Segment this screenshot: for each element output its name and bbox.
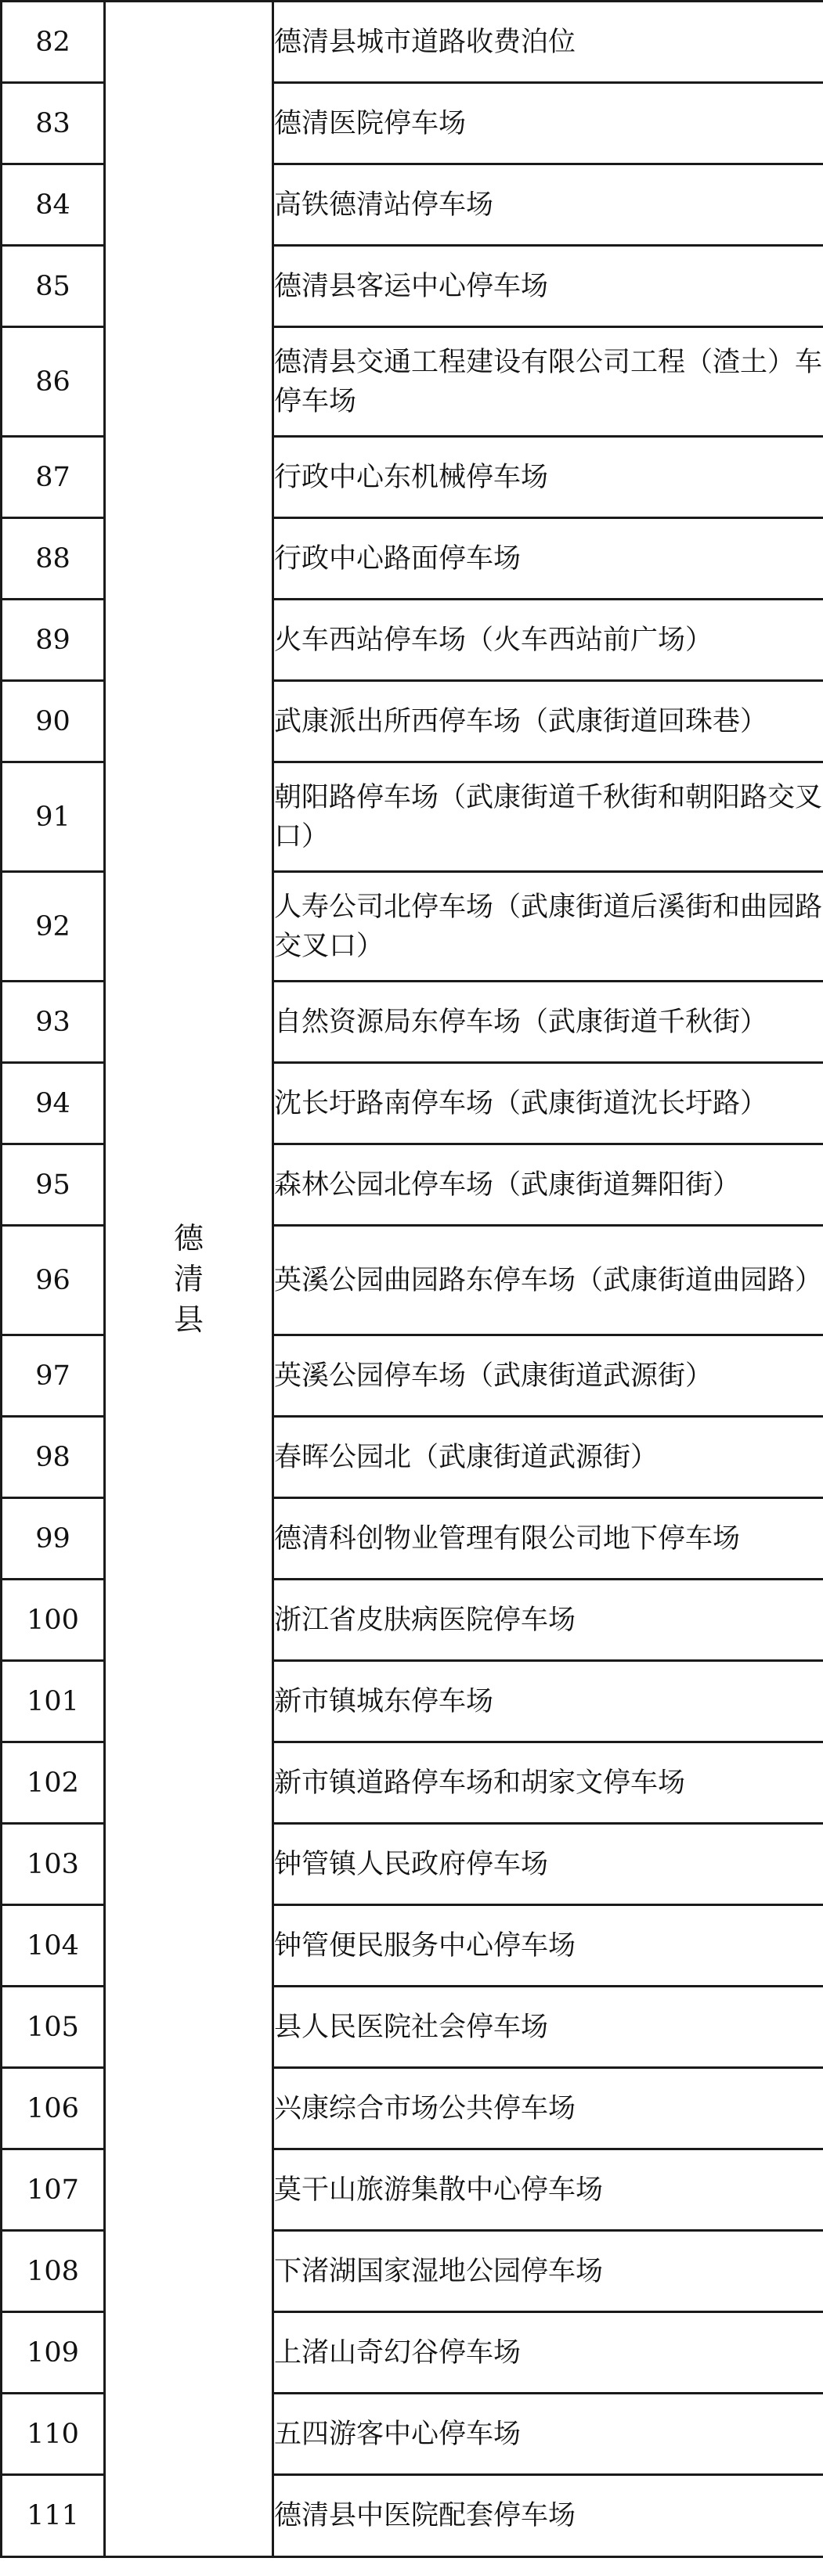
parking-lot-name-cell: 德清县客运中心停车场: [273, 246, 823, 327]
row-number-cell: 92: [2, 872, 105, 982]
row-number-cell: 103: [2, 1824, 105, 1905]
row-number-cell: 98: [2, 1417, 105, 1498]
row-number-cell: 107: [2, 2149, 105, 2231]
row-number-cell: 102: [2, 1742, 105, 1824]
row-number-cell: 85: [2, 246, 105, 327]
row-number-cell: 83: [2, 83, 105, 164]
row-number-cell: 93: [2, 982, 105, 1063]
row-number-cell: 111: [2, 2475, 105, 2557]
parking-lot-name-cell: 森林公园北停车场（武康街道舞阳街）: [273, 1144, 823, 1226]
row-number-cell: 106: [2, 2068, 105, 2149]
parking-lot-name-cell: 沈长圩路南停车场（武康街道沈长圩路）: [273, 1063, 823, 1144]
parking-lot-name-cell: 钟管便民服务中心停车场: [273, 1905, 823, 1987]
parking-lot-name-cell: 德清县交通工程建设有限公司工程（渣土）车停车场: [273, 327, 823, 437]
row-number-cell: 82: [2, 2, 105, 83]
row-number-cell: 88: [2, 518, 105, 600]
parking-lot-name-cell: 德清县中医院配套停车场: [273, 2475, 823, 2557]
parking-lot-name-cell: 下渚湖国家湿地公园停车场: [273, 2231, 823, 2312]
parking-lot-name-cell: 五四游客中心停车场: [273, 2394, 823, 2475]
row-number-cell: 90: [2, 681, 105, 762]
parking-lot-name-cell: 行政中心东机械停车场: [273, 437, 823, 518]
parking-lot-name-cell: 行政中心路面停车场: [273, 518, 823, 600]
row-number-cell: 109: [2, 2312, 105, 2394]
row-number-cell: 95: [2, 1144, 105, 1226]
parking-lot-name-cell: 武康派出所西停车场（武康街道回珠巷）: [273, 681, 823, 762]
parking-lot-name-cell: 人寿公司北停车场（武康街道后溪街和曲园路交叉口）: [273, 872, 823, 982]
row-number-cell: 96: [2, 1226, 105, 1335]
row-number-cell: 89: [2, 600, 105, 681]
row-number-cell: 104: [2, 1905, 105, 1987]
row-number-cell: 86: [2, 327, 105, 437]
parking-lot-name-cell: 自然资源局东停车场（武康街道千秋街）: [273, 982, 823, 1063]
county-cell: [105, 2, 273, 2557]
row-number-cell: 94: [2, 1063, 105, 1144]
parking-lot-name-cell: 新市镇城东停车场: [273, 1661, 823, 1742]
parking-lot-name-cell: 莫干山旅游集散中心停车场: [273, 2149, 823, 2231]
parking-lot-name-cell: 德清县城市道路收费泊位: [273, 2, 823, 83]
row-number-cell: 99: [2, 1498, 105, 1580]
table-body: [2, 2, 823, 2557]
row-number-cell: 91: [2, 762, 105, 872]
county-label: 德清县: [173, 1220, 204, 1337]
parking-lot-name-cell: 兴康综合市场公共停车场: [273, 2068, 823, 2149]
row-number-cell: 100: [2, 1580, 105, 1661]
parking-lot-name-cell: 春晖公园北（武康街道武源街）: [273, 1417, 823, 1498]
parking-lot-name-cell: 德清医院停车场: [273, 83, 823, 164]
row-number-cell: 87: [2, 437, 105, 518]
parking-lot-name-cell: 上渚山奇幻谷停车场: [273, 2312, 823, 2394]
row-number-cell: 105: [2, 1987, 105, 2068]
row-number-cell: 101: [2, 1661, 105, 1742]
parking-lot-name-cell: 朝阳路停车场（武康街道千秋街和朝阳路交叉口）: [273, 762, 823, 872]
parking-lot-name-cell: 德清科创物业管理有限公司地下停车场: [273, 1498, 823, 1580]
parking-lot-name-cell: 钟管镇人民政府停车场: [273, 1824, 823, 1905]
parking-lot-name-cell: 县人民医院社会停车场: [273, 1987, 823, 2068]
parking-lot-name-cell: 新市镇道路停车场和胡家文停车场: [273, 1742, 823, 1824]
parking-lot-name-cell: 火车西站停车场（火车西站前广场）: [273, 600, 823, 681]
row-number-cell: 108: [2, 2231, 105, 2312]
table-row: [2, 2, 823, 83]
parking-lot-name-cell: 浙江省皮肤病医院停车场: [273, 1580, 823, 1661]
row-number-cell: 97: [2, 1335, 105, 1417]
row-number-cell: 84: [2, 164, 105, 246]
row-number-cell: 110: [2, 2394, 105, 2475]
parking-lot-name-cell: 高铁德清站停车场: [273, 164, 823, 246]
parking-lot-name-cell: 英溪公园停车场（武康街道武源街）: [273, 1335, 823, 1417]
parking-lot-name-cell: 英溪公园曲园路东停车场（武康街道曲园路）: [273, 1226, 823, 1335]
